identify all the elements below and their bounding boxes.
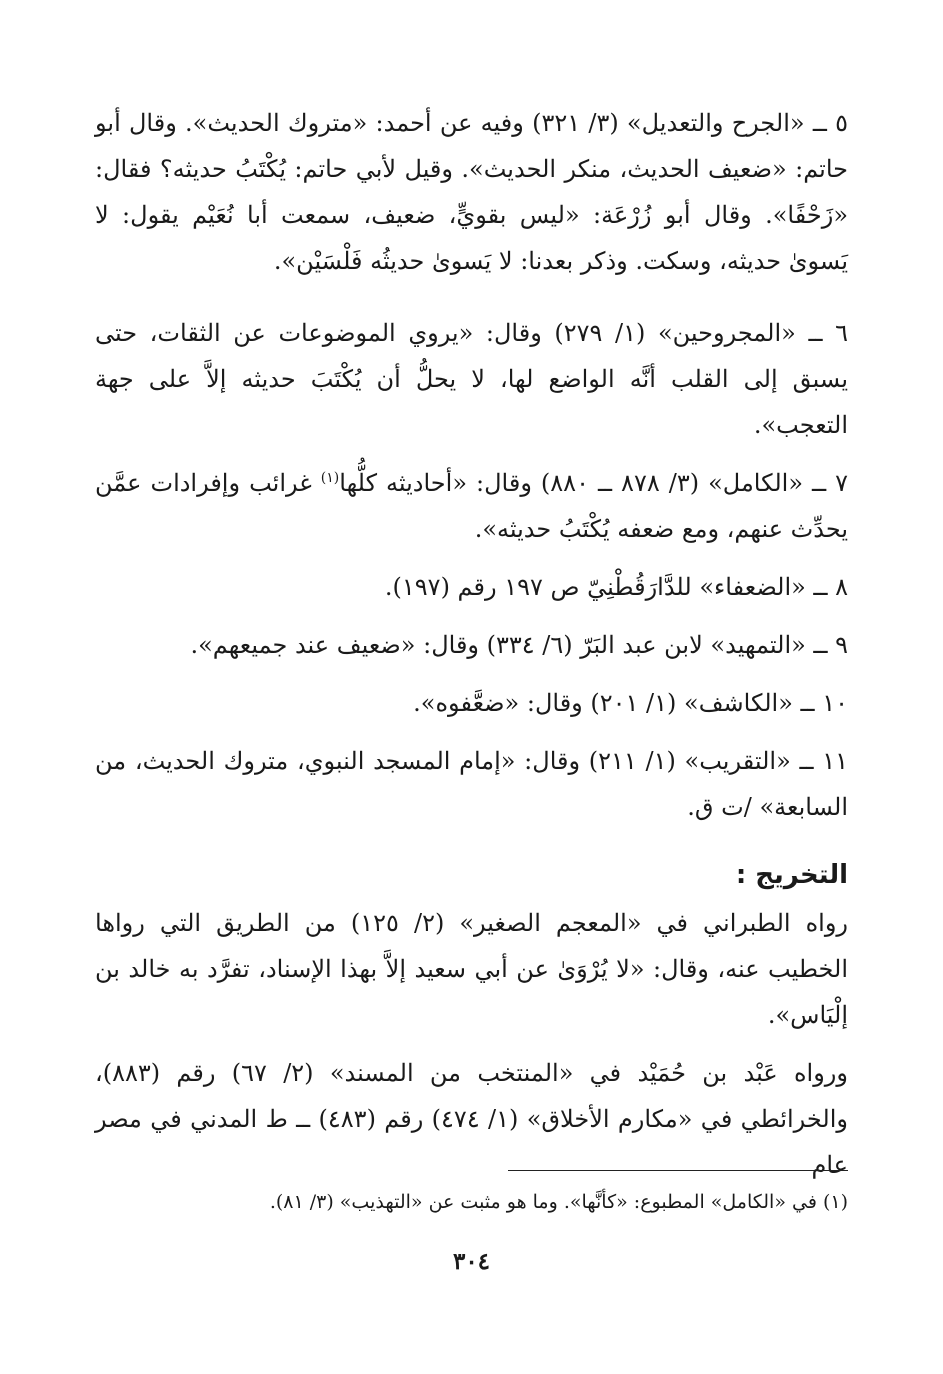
footnote: (١) في «الكامل» المطبوع: «كأنَّها». وما هو مثبت عن «التهذيب» (٣/ ٨١). bbox=[269, 1191, 848, 1213]
entry-10: ١٠ ــ «الكاشف» (١/ ٢٠١) وقال: «ضعَّفوه». bbox=[413, 689, 848, 717]
entry-8: ٨ ــ «الضعفاء» للدَّارَقُطْنِيّ ص ١٩٧ رقم (١٩٧). bbox=[384, 573, 848, 601]
entry-7-text-end: غرائب وإفرادات عمَّن يحدِّث عنهم، ومع ضعفه يُكْتَبُ حديثه». bbox=[95, 469, 848, 543]
entry-7 bbox=[95, 460, 848, 552]
entry-9: ٩ ــ «التمهيد» لابن عبد البَرّ (٦/ ٣٣٤) وقال: «ضعيف عند جميعهم». bbox=[190, 631, 848, 659]
entry-11: ١١ ــ «التقريب» (١/ ٢١١) وقال: «إمام المسجد النبوي، متروك الحديث، من السابعة» /ت ق. bbox=[95, 747, 848, 821]
takhrij-paragraph-2: ورواه عَبْد بن حُمَيْد في «المنتخب من المسند» (٢/ ٦٧) رقم (٨٨٣)، والخرائطي في «مكارم الأخلاق» (١/ ٤٧٤) رقم (٤٨٣) ــ ط المدني في مصر عام bbox=[95, 1059, 848, 1179]
footnote-divider bbox=[508, 1170, 848, 1171]
section-heading: التخريج : bbox=[735, 860, 848, 890]
footnote-marker: (١) bbox=[320, 470, 340, 486]
takhrij-paragraph-1: رواه الطبراني في «المعجم الصغير» (٢/ ١٢٥) من الطريق التي رواها الخطيب عنه، وقال: «لا يُرْوَىٰ عن أبي سعيد إلاَّ بهذا الإسناد، تفرَّد به خالد بن إلْيَاس». bbox=[95, 909, 848, 1029]
entry-5: ٥ ــ «الجرح والتعديل» (٣/ ٣٢١) وفيه عن أحمد: «متروك الحديث». وقال أبو حاتم: «ضعيف الحديث، منكر الحديث». وقيل لأبي حاتم: يُكْتَبُ حديثه؟ فقال: «زَحْفًا». وقال أبو زُرْعَة: «ليس بقويٍّ، ضعيف، سمعت أبا نُعَيْم يقول: لا يَسوىٰ حديثه، وسكت. وذكر بعدنا: لا يَسوىٰ حديثُه فَلْسَيْن». bbox=[95, 109, 849, 275]
entry-6: ٦ ــ «المجروحين» (١/ ٢٧٩) وقال: «يروي الموضوعات عن الثقات، حتى يسبق إلى القلب أنَّه الواضع لها، لا يحلُّ أن يُكْتَبَ حديثه إلاَّ على جهة التعجب». bbox=[95, 319, 848, 439]
entry-7-text-start: ٧ ــ «الكامل» (٣/ ٨٧٨ ــ ٨٨٠) وقال: «أحاديثه كلُّها bbox=[339, 469, 849, 497]
main-text bbox=[95, 100, 848, 1188]
page-number: ٣٠٤ bbox=[452, 1248, 491, 1275]
